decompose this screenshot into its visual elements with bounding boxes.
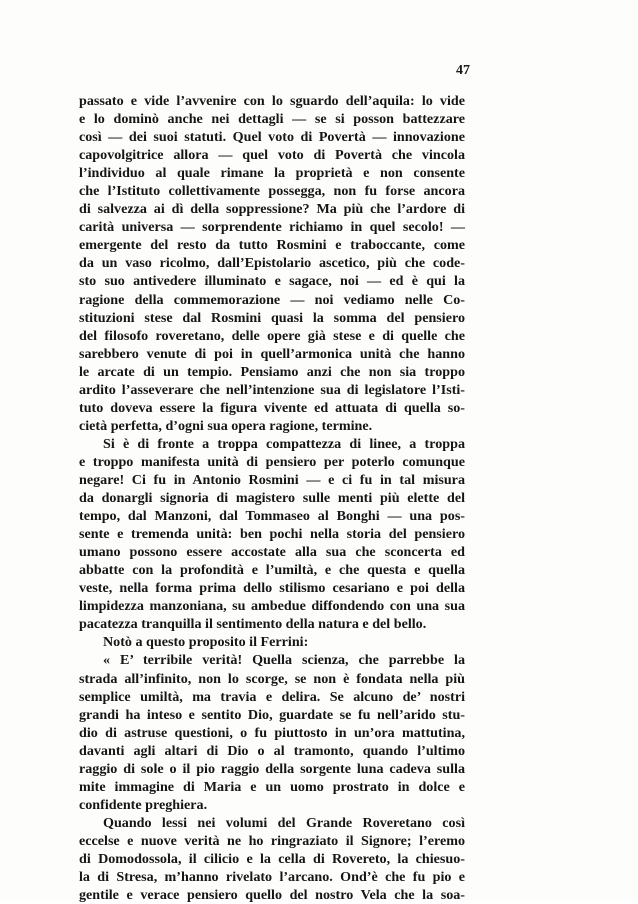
text-line: tuto doveva essere la figura vivente ed attuata di quella so- — [79, 399, 465, 416]
text-line: di salvezza ai dì della soppressione? Ma più che l’ardore di — [79, 201, 465, 218]
paragraph — [79, 633, 465, 651]
paragraph — [79, 92, 465, 435]
text-line: che l’Istituto collettivamente possegga, non fu forse ancora — [79, 183, 465, 200]
text-line: Si è di fronte a troppa compattezza di linee, a troppa — [103, 435, 465, 452]
text-line: raggio di sole o il pio raggio della sorgente luna cadeva sulla — [79, 760, 465, 777]
text-line: eccelse e nuove verità ne ho ringraziato il Signore; l’eremo — [79, 832, 465, 849]
page-number: 47 — [456, 63, 470, 78]
text-line: mite immagine di Maria e un uomo prostrato in dolce e — [79, 778, 465, 795]
text-line: limpidezza manzoniana, su ambedue diffondendo con una sua — [79, 598, 465, 615]
text-line: « E’ terribile verità! Quella scienza, che parrebbe la — [103, 652, 465, 669]
text-line: da un vaso ricolmo, dall’Epistolario ascetico, più che code- — [79, 255, 465, 272]
text-line: da donargli signoria di magistero sulle menti più elette del — [79, 490, 465, 507]
text-line: passato e vide l’avvenire con lo sguardo dell’aquila: lo vide — [79, 93, 465, 109]
text-line: emergente del resto da tutto Rosmini e traboccante, come — [79, 237, 465, 254]
text-line: carità universa — sorprendente richiamo in quel secolo! — — [79, 219, 465, 236]
text-line: abbatte con la profondità e l’umiltà, e che questa e quella — [79, 562, 465, 579]
text-line: umano possono essere accostate alla sua che sconcerta ed — [79, 544, 465, 561]
text-line: cietà perfetta, d’ogni sua opera ragione, termine. — [79, 417, 373, 434]
text-line: Quando lessi nei volumi del Grande Roveretano così — [103, 814, 465, 831]
text-line: semplice umiltà, ma travia e delira. Se alcuno de’ nostri — [79, 688, 465, 705]
text-line: ragione della commemorazione — noi vediamo nelle Co- — [79, 291, 465, 308]
paragraph — [79, 435, 465, 634]
text-line: così — dei suoi statuti. Quel voto di Povertà — innovazione — [79, 129, 465, 146]
paragraph — [79, 814, 465, 904]
text-line: di Domodossola, il cilicio e la cella di Rovereto, la chiesuo- — [79, 850, 465, 867]
text-line: ardito l’asseverare che nell’intenzione sua di legislatore l’Isti- — [79, 381, 465, 398]
text-line: confidente preghiera. — [79, 796, 208, 813]
text-line: pacatezza tranquilla il sentimento della natura e del bello. — [79, 616, 427, 633]
text-line: e lo dominò anche nei dettagli — se si posson battezzare — [79, 111, 465, 128]
text-line: Notò a questo proposito il Ferrini: — [103, 634, 309, 651]
text-line: l’individuo al quale rimane la proprietà e non consente — [79, 165, 465, 182]
text-line: capovolgitrice allora — quel voto di Povertà che vincola — [79, 147, 465, 164]
text-line: la di Stresa, m’hanno rivelato l’arcano. Ond’è che fu pio e — [79, 869, 465, 886]
body-text — [79, 92, 465, 904]
text-line: dio di astruse questioni, o fu piuttosto in un’ora mattutina, — [79, 724, 465, 741]
text-line: tempo, dal Manzoni, dal Tommaseo al Bonghi — una pos- — [79, 508, 465, 525]
paragraph — [79, 651, 465, 813]
text-line: gentile e verace pensiero quello del nostro Vela che la soa- — [79, 887, 465, 904]
text-line: stituzioni stese dal Rosmini quasi la somma del pensiero — [79, 309, 465, 326]
text-line: le arcate di un tempio. Pensiamo anzi che non sia troppo — [79, 363, 465, 380]
text-line: grandi ha inteso e sentito Dio, guardate se fu nell’arido stu- — [79, 706, 465, 723]
text-line: negare! Ci fu in Antonio Rosmini — e ci fu in tal misura — [79, 471, 465, 488]
text-line: veste, nella forma prima dello stilismo cesariano e poi della — [79, 580, 465, 597]
text-line: sto suo antivedere illuminato e sagace, noi — ed è qui la — [79, 273, 465, 290]
text-line: e troppo manifesta unità di pensiero per poterlo comunque — [79, 453, 465, 470]
text-line: sente e tremenda unità: ben pochi nella storia del pensiero — [79, 526, 465, 543]
text-line: davanti agli altari di Dio o al tramonto, quando l’ultimo — [79, 742, 465, 759]
text-line: sarebbero venute di poi in quell’armonica unità che hanno — [79, 345, 465, 362]
text-line: strada all’infinito, non lo scorge, se non è fondata nella più — [79, 670, 465, 687]
text-line: del filosofo roveretano, delle opere già stese e di quelle che — [79, 327, 465, 344]
